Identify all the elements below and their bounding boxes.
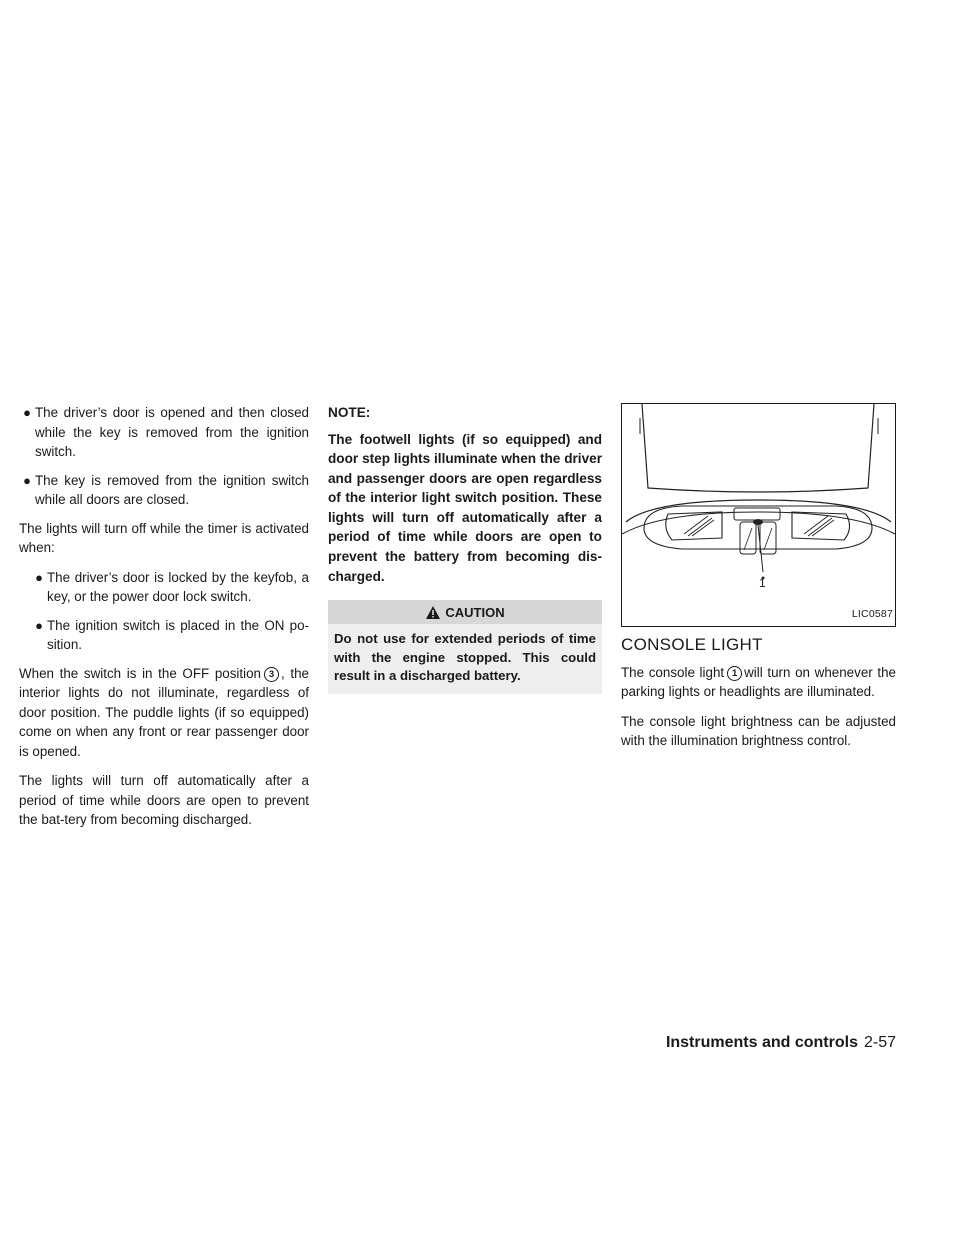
console-light-figure — [621, 403, 896, 627]
figure-code: LIC0587 — [851, 607, 893, 620]
callout-number-icon: 3 — [264, 667, 279, 682]
list-item: ● The driver’s door is opened and then closed while the key is removed from the ignition switch. — [19, 403, 309, 462]
figure-callout-1: 1 — [759, 576, 766, 590]
right-column — [621, 403, 896, 761]
caution-box — [328, 600, 602, 694]
note-title: NOTE: — [328, 405, 371, 420]
note-text: The footwell lights (if so equipped) and door step lights illuminate when the driver and passenger doors are open regardless of the interior light switch position. These lights will turn off automatically after a period of time while doors are open to prevent the battery from becoming dis-charged. — [328, 431, 602, 584]
timer-intro-paragraph: The lights will turn off while the timer is activated when: — [19, 520, 309, 555]
section-title: CONSOLE LIGHT — [621, 635, 763, 654]
left-column — [19, 403, 309, 840]
list-item: ● The driver’s door is locked by the keyfob, a key, or the power door lock switch. — [19, 568, 309, 607]
bullet-icon: ● — [35, 617, 43, 633]
warning-triangle-icon — [425, 605, 441, 620]
brightness-paragraph: The console light brightness can be adjusted with the illumination brightness control. — [621, 713, 896, 748]
bullet-icon: ● — [35, 569, 43, 585]
footer-section-title: Instruments and controls — [665, 1034, 858, 1051]
list-item: ● The key is removed from the ignition switch while all doors are closed. — [19, 471, 309, 510]
bullet-icon: ● — [23, 405, 31, 420]
page-footer — [666, 1034, 896, 1052]
bullet-icon: ● — [23, 472, 31, 488]
caution-text: Do not use for extended periods of time with the engine stopped. This could result in a discharged battery. — [328, 624, 602, 694]
list-item: ● The ignition switch is placed in the ON po-sition. — [19, 616, 309, 655]
off-position-paragraph: When the switch is in the OFF position 3 , the interior lights do not illuminate, regardless of door position. The puddle lights (if so equipped) come on when any front or rear passenger door is opened. — [19, 665, 309, 759]
middle-column — [328, 403, 602, 694]
page-number: 2-57 — [863, 1034, 896, 1051]
auto-off-paragraph: The lights will turn off automatically after a period of time while doors are open to prevent the bat-tery from becoming discharged. — [19, 773, 309, 827]
callout-number-icon: 1 — [727, 666, 742, 681]
caution-header: CAUTION — [328, 600, 602, 624]
console-light-paragraph: The console light 1 will turn on whenever the parking lights or headlights are illuminated. — [621, 664, 897, 699]
